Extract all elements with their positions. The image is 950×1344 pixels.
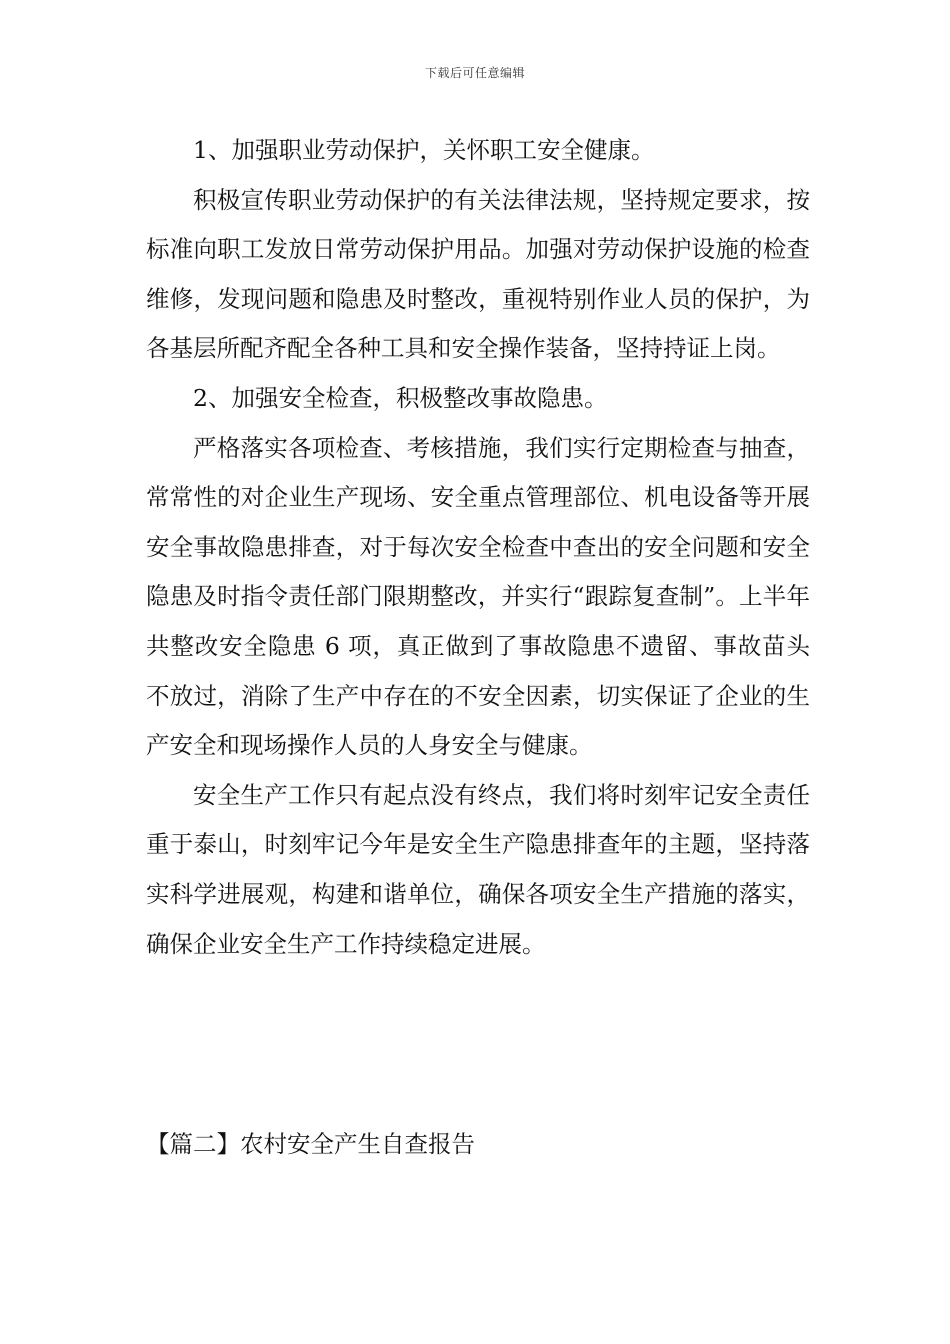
paragraph-heading-2: 2、加强安全检查，积极整改事故隐患。 xyxy=(193,383,608,412)
paragraph: 积极宣传职业劳动保护的有关法律法规，坚持规定要求，按标准向职工发放日常劳动保护用品。加强对劳动保护设施的检查维修，发现问题和隐患及时整改，重视特别作业人员的保护，为各基层所配齐配全各种工具和安全操作装备，坚持持证上岗。 xyxy=(146,185,810,363)
document-body xyxy=(146,126,810,969)
paragraph: 严格落实各项检查、考核措施，我们实行定期检查与抽查，常常性的对企业生产现场、安全重点管理部位、机电设备等开展安全事故隐患排查，对于每次安全检查中查出的安全问题和安全隐患及时指令责任部门限期整改，并实行“跟踪复查制”。上半年共整改安全隐患 6 项，真正做到了事故隐患不遗留、事故苗头不放过，消除了生产中存在的不安全因素，切实保证了企业的生产安全和现场操作人员的人身安全与健康。 xyxy=(146,433,810,760)
paragraph-conclusion: 安全生产工作只有起点没有终点，我们将时刻牢记安全责任重于泰山，时刻牢记今年是安全生产隐患排查年的主题，坚持落实科学进展观，构建和谐单位，确保各项安全生产措施的落实，确保企业安全生产工作持续稳定进展。 xyxy=(146,780,810,958)
section-title: 【篇二】农村安全产生自查报告 xyxy=(146,1130,475,1158)
page-header-note: 下载后可任意编辑 xyxy=(424,66,525,80)
paragraph-heading-1: 1、加强职业劳动保护，关怀职工安全健康。 xyxy=(193,136,655,164)
